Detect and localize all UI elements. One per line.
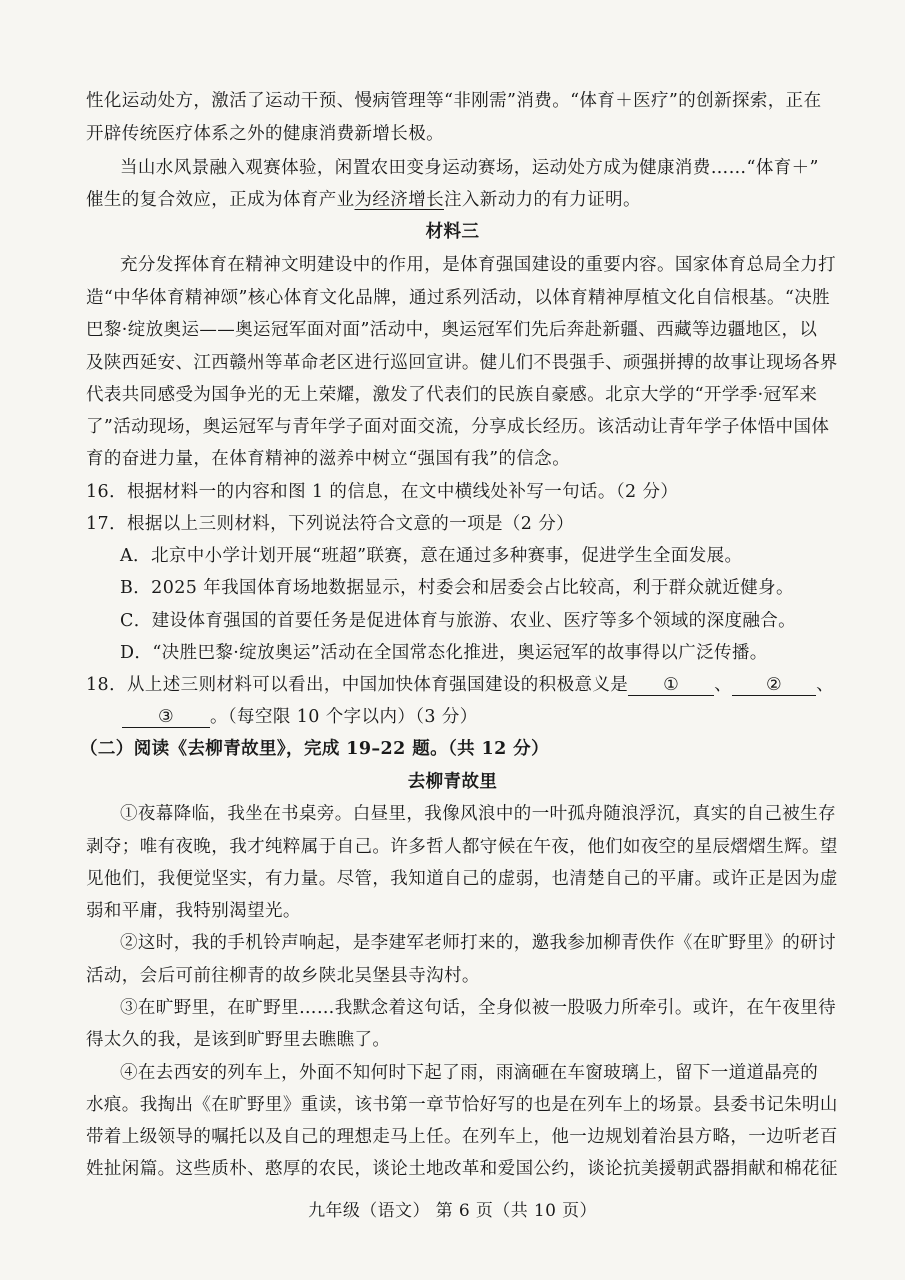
underlined-phrase: 为经济增长 [354,190,444,210]
text-line: 见他们，我便觉坚实，有力量。尽管，我知道自己的虚弱，也清楚自己的平庸。或许正是因为虚 [86,869,838,889]
question-17: 17．根据以上三则材料，下列说法符合文意的一项是（2 分） [86,514,575,534]
section-heading-material-3: 材料三 [425,222,480,242]
text-line: ③在旷野里，在旷野里……我默念着这句话，全身似被一股吸力所牵引。或许，在午夜里待 [120,998,836,1018]
text-line: ②这时，我的手机铃声响起，是李建军老师打来的，邀我参加柳青佚作《在旷野里》的研讨 [120,933,836,953]
option-c: C．建设体育强国的首要任务是促进体育与旅游、农业、医疗等多个领域的深度融合。 [120,611,797,631]
text-line: 巴黎·绽放奥运——奥运冠军面对面”活动中，奥运冠军们先后奔赴新疆、西藏等边疆地区，以 [86,320,818,340]
separator: 、 [714,675,733,695]
answer-blank-2[interactable]: ② [732,675,816,696]
answer-blank-3[interactable]: ③ [122,707,210,728]
text-line: 了”活动现场，奥运冠军与青年学子面对面交流，分享成长经历。该活动让青年学子体悟中国体 [86,417,830,437]
separator: 、 [816,675,834,695]
text-line: 得太久的我，是该到旷野里去瞧瞧了。 [86,1030,391,1050]
text-line: 姓扯闲篇。这些质朴、憨厚的农民，谈论土地改革和爱国公约，谈论抗美援朝武器捐献和棉花征 [86,1159,838,1179]
text-line: 水痕。我掏出《在旷野里》重读，该书第一章节恰好写的也是在列车上的场景。县委书记朱明山 [86,1095,838,1115]
text-line: 开辟传统医疗体系之外的健康消费新增长极。 [86,124,444,144]
option-b: B．2025 年我国体育场地数据显示，村委会和居委会占比较高，利于群众就近健身。 [120,578,794,598]
question-18-cont [122,706,478,728]
question-16: 16．根据材料一的内容和图 1 的信息，在文中横线处补写一句话。（2 分） [86,482,679,502]
text-line: 当山水风景融入观赛体验，闲置农田变身运动赛场，运动处方成为健康消费……“体育＋” [120,158,819,178]
text-segment: 催生的复合效应，正成为体育产业 [86,190,355,210]
text-line [86,189,641,211]
text-line: 带着上级领导的嘱托以及自己的理想走马上任。在列车上，他一边规划着治县方略，一边听老百 [86,1127,838,1147]
section-2-heading: （二）阅读《去柳青故里》，完成 19–22 题。（共 12 分） [80,739,549,759]
answer-blank-1[interactable]: ① [628,675,714,696]
option-a: A．北京中小学计划开展“班超”联赛，意在通过多种赛事，促进学生全面发展。 [120,546,743,566]
text-line: ①夜幕降临，我坐在书桌旁。白昼里，我像风浪中的一叶孤舟随浪浮沉，真实的自己被生存 [120,804,836,824]
page-footer: 九年级（语文） 第 6 页（共 10 页） [308,1201,597,1221]
article-title: 去柳青故里 [407,772,498,792]
text-line: 育的奋进力量，在体育精神的滋养中树立“强国有我”的信念。 [86,449,571,469]
text-line: 剥夺；唯有夜晚，我才纯粹属于自己。许多哲人都守候在午夜，他们如夜空的星辰熠熠生辉。望 [86,837,838,857]
text-line: ④在去西安的列车上，外面不知何时下起了雨，雨滴砸在车窗玻璃上，留下一道道晶亮的 [120,1063,819,1083]
question-18 [86,674,834,696]
text-segment: 注入新动力的有力证明。 [444,190,641,210]
text-line: 活动，会后可前往柳青的故乡陕北吴堡县寺沟村。 [86,966,480,986]
text-line: 代表共同感受为国争光的无上荣耀，激发了代表们的民族自豪感。北京大学的“开学季·冠军来 [86,385,818,405]
text-line: 及陕西延安、江西赣州等革命老区进行巡回宣讲。健儿们不畏强手、顽强拼搏的故事让现场各界 [86,353,838,373]
text-line: 弱和平庸，我特别渴望光。 [86,901,301,921]
text-line: 充分发挥体育在精神文明建设中的作用，是体育强国建设的重要内容。国家体育总局全力打 [120,255,836,275]
question-text: 18．从上述三则材料可以看出，中国加快体育强国建设的积极意义是 [86,675,629,695]
text-line: 性化运动处方，激活了运动干预、慢病管理等“非刚需”消费。“体育＋医疗”的创新探索，正在 [86,91,822,111]
option-d: D．“决胜巴黎·绽放奥运”活动在全国常态化推进，奥运冠军的故事得以广泛传播。 [120,643,768,663]
text-line: 造“中华体育精神颂”核心体育文化品牌，通过系列活动，以体育精神厚植文化自信根基。“决胜 [86,288,831,308]
question-text: 。（每空限 10 个字以内）（3 分） [210,707,478,727]
